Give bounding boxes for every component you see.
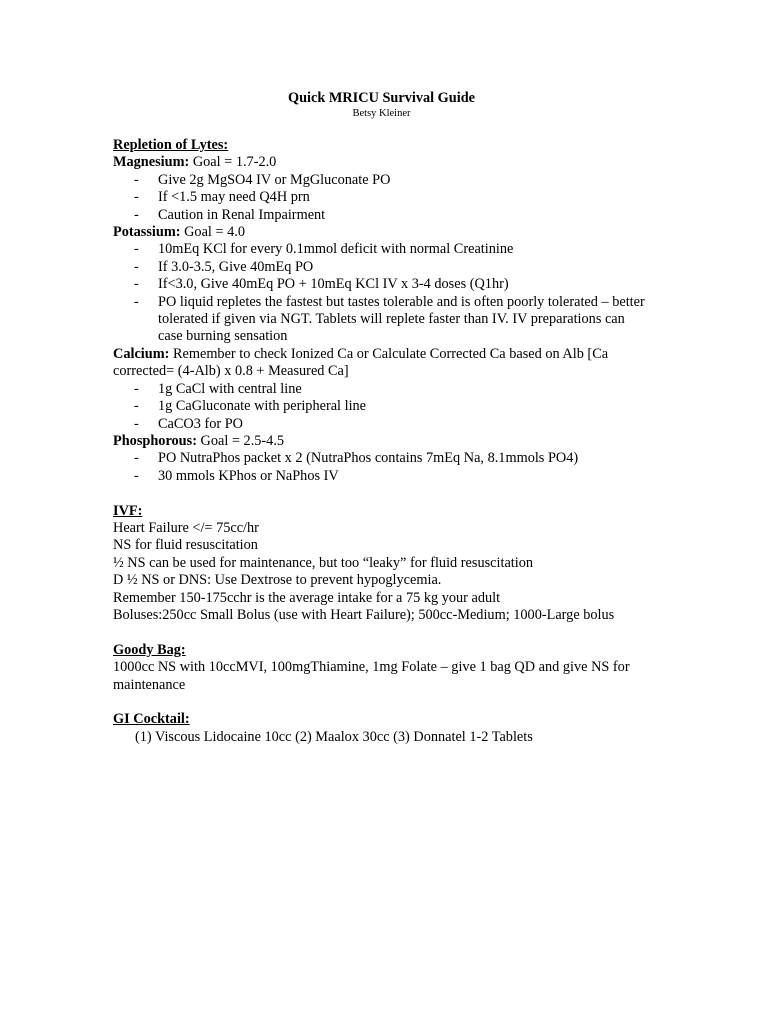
phosphorous-line (113, 433, 653, 450)
ivf-line: NS for fluid resuscitation (113, 537, 258, 554)
document-content (113, 90, 653, 746)
spacer (113, 624, 653, 641)
potassium-list (113, 241, 653, 345)
list-item: - 30 mmols KPhos or NaPhos IV (113, 468, 653, 485)
phosphorous-label: Phosphorous: (113, 432, 197, 449)
ivf-line: Remember 150-175cchr is the average intake for a 75 kg your adult (113, 589, 501, 606)
ivf-line: ½ NS can be used for maintenance, but too “leaky” for fluid resuscitation (113, 554, 534, 571)
calcium-line (113, 346, 643, 381)
spacer (113, 694, 653, 711)
gi-cocktail-section (113, 711, 653, 746)
list-item: - PO liquid repletes the fastest but tastes tolerable and is often poorly tolerated – better tolerated if given via NGT. Tablets will replete faster than IV. IV preparations can case burning sensation (113, 294, 648, 346)
phosphorous-list (113, 450, 653, 485)
magnesium-list (113, 172, 653, 224)
list-item: - Give 2g MgSO4 IV or MgGluconate PO (113, 172, 653, 189)
calcium-note: Remember to check Ionized Ca or Calculate Corrected Ca based on Alb [Ca corrected= (4-Alb) x 0.8 + Measured Ca] (113, 345, 609, 380)
list-item: - If 3.0-3.5, Give 40mEq PO (113, 259, 653, 276)
ivf-line: D ½ NS or DNS: Use Dextrose to prevent hypoglycemia. (113, 572, 442, 589)
repletion-section (113, 137, 653, 485)
list-item: - CaCO3 for PO (113, 416, 653, 433)
potassium-line (113, 224, 653, 241)
magnesium-goal: Goal = 1.7-2.0 (189, 154, 277, 171)
spacer (113, 485, 653, 502)
magnesium-label: Magnesium: (113, 154, 190, 171)
ivf-section (113, 503, 653, 625)
list-item: - If<3.0, Give 40mEq PO + 10mEq KCl IV x 3-4 doses (Q1hr) (113, 276, 653, 293)
list-item: - 10mEq KCl for every 0.1mmol deficit with normal Creatinine (113, 241, 653, 258)
goody-bag-heading: Goody Bag: (113, 641, 186, 658)
goody-bag-text: 1000cc NS with 10ccMVI, 100mgThiamine, 1mg Folate – give 1 bag QD and give NS for maintenance (113, 659, 630, 693)
list-item: - If <1.5 may need Q4H prn (113, 189, 653, 206)
gi-cocktail-text: (1) Viscous Lidocaine 10cc (2) Maalox 30cc (3) Donnatel 1-2 Tablets (135, 728, 533, 745)
ivf-line: Heart Failure </= 75cc/hr (113, 519, 259, 536)
magnesium-line (113, 154, 653, 171)
list-item: - PO NutraPhos packet x 2 (NutraPhos contains 7mEq Na, 8.1mmols PO4) (113, 450, 653, 467)
calcium-label: Calcium: (113, 345, 170, 362)
document-author: Betsy Kleiner (352, 108, 411, 119)
ivf-heading: IVF: (113, 502, 143, 519)
list-item: - 1g CaGluconate with peripheral line (113, 398, 653, 415)
list-item: - 1g CaCl with central line (113, 381, 653, 398)
potassium-label: Potassium: (113, 224, 181, 241)
list-item: - Caution in Renal Impairment (113, 207, 653, 224)
gi-cocktail-heading: GI Cocktail: (113, 711, 190, 728)
repletion-heading: Repletion of Lytes: (113, 137, 229, 153)
ivf-line: Boluses:250cc Small Bolus (use with Heart Failure); 500cc-Medium; 1000-Large bolus (113, 606, 615, 623)
phosphorous-goal: Goal = 2.5-4.5 (196, 432, 285, 449)
calcium-list (113, 381, 653, 433)
goody-bag-section (113, 642, 653, 694)
potassium-goal: Goal = 4.0 (180, 224, 245, 241)
document-title: Quick MRICU Survival Guide (287, 90, 476, 106)
